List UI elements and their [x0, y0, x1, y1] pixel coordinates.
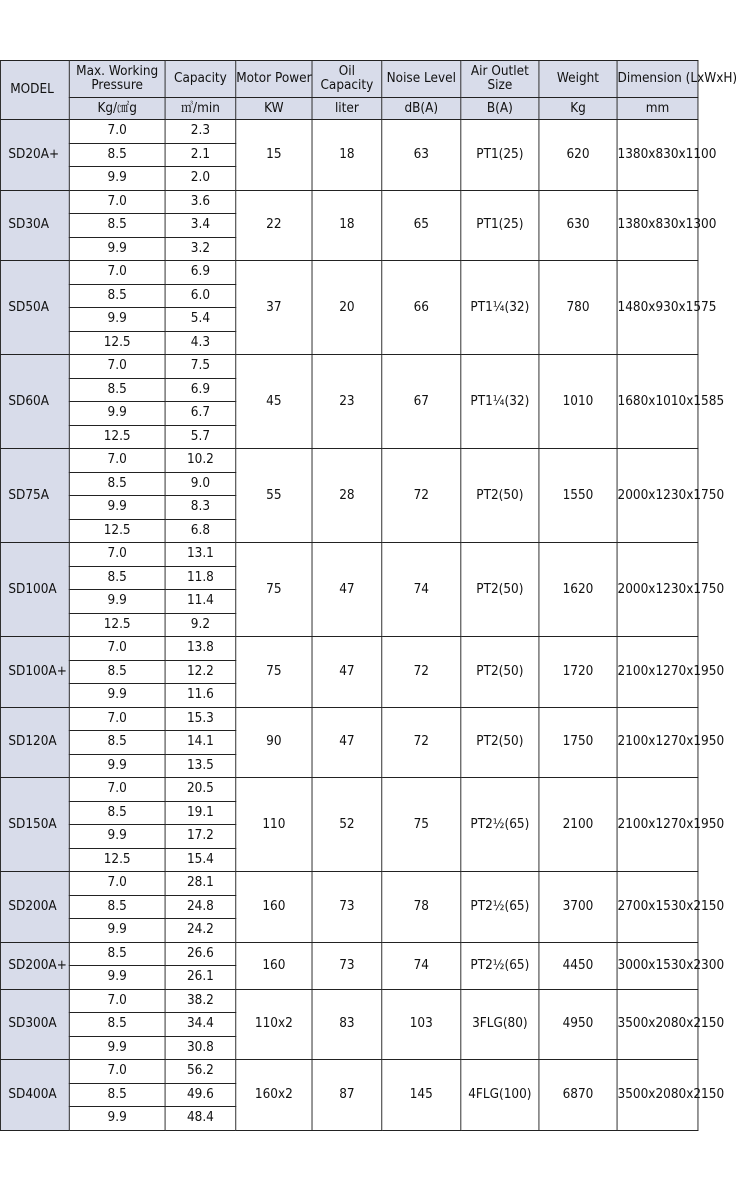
- header-capacity: Capacity: [165, 61, 236, 98]
- motor-power-cell: 160x2: [236, 1060, 312, 1131]
- capacity-cell: 11.4: [165, 590, 236, 614]
- oil-capacity-cell: 20: [312, 261, 382, 355]
- model-name: SD20A+: [0, 120, 69, 191]
- capacity-cell: 5.7: [165, 425, 236, 449]
- model-name: SD50A: [0, 261, 69, 355]
- table-row: [0, 637, 698, 661]
- air-outlet-cell: PT2½(65): [461, 872, 539, 943]
- model-name: SD100A: [0, 543, 69, 637]
- capacity-cell: 28.1: [165, 872, 236, 896]
- pressure-cell: 7.0: [69, 1060, 165, 1084]
- noise-level-cell: 72: [382, 637, 461, 708]
- weight-cell: 1010: [539, 355, 617, 449]
- oil-capacity-cell: 87: [312, 1060, 382, 1131]
- capacity-cell: 2.3: [165, 120, 236, 144]
- motor-power-cell: 160: [236, 872, 312, 943]
- air-outlet-cell: PT2(50): [461, 637, 539, 708]
- noise-level-cell: 75: [382, 778, 461, 872]
- weight-cell: 2100: [539, 778, 617, 872]
- weight-cell: 4950: [539, 989, 617, 1060]
- header-weight: Weight: [539, 61, 617, 98]
- pressure-cell: 9.9: [69, 167, 165, 191]
- unit-row: [0, 98, 698, 120]
- table-row: [0, 1060, 698, 1084]
- spec-table: [0, 60, 738, 1131]
- capacity-cell: 48.4: [165, 1107, 236, 1131]
- pressure-cell: 9.9: [69, 754, 165, 778]
- noise-level-cell: 74: [382, 543, 461, 637]
- pressure-cell: 9.9: [69, 1036, 165, 1060]
- header-noise-level: Noise Level: [382, 61, 461, 98]
- capacity-cell: 13.5: [165, 754, 236, 778]
- table-row: [0, 872, 698, 896]
- weight-cell: 630: [539, 190, 617, 261]
- unit-pressure: Kg/㎠g: [69, 98, 165, 120]
- air-outlet-cell: PT2(50): [461, 449, 539, 543]
- model-name: SD100A+: [0, 637, 69, 708]
- dimension-cell: 2100x1270x1950: [617, 707, 698, 778]
- air-outlet-cell: 3FLG(80): [461, 989, 539, 1060]
- oil-capacity-cell: 18: [312, 120, 382, 191]
- capacity-cell: 10.2: [165, 449, 236, 473]
- pressure-cell: 9.9: [69, 590, 165, 614]
- noise-level-cell: 74: [382, 942, 461, 989]
- capacity-cell: 15.3: [165, 707, 236, 731]
- dimension-cell: 2100x1270x1950: [617, 778, 698, 872]
- dimension-cell: 3500x2080x2150: [617, 1060, 698, 1131]
- capacity-cell: 26.1: [165, 966, 236, 990]
- noise-level-cell: 63: [382, 120, 461, 191]
- model-name: SD75A: [0, 449, 69, 543]
- pressure-cell: 9.9: [69, 825, 165, 849]
- motor-power-cell: 110: [236, 778, 312, 872]
- capacity-cell: 6.7: [165, 402, 236, 426]
- header-dimension: Dimension (LxWxH): [617, 61, 698, 98]
- pressure-cell: 8.5: [69, 660, 165, 684]
- pressure-cell: 7.0: [69, 543, 165, 567]
- oil-capacity-cell: 18: [312, 190, 382, 261]
- pressure-cell: 8.5: [69, 566, 165, 590]
- capacity-cell: 30.8: [165, 1036, 236, 1060]
- header-model: MODEL: [0, 61, 69, 120]
- capacity-cell: 3.2: [165, 237, 236, 261]
- model-name: SD200A: [0, 872, 69, 943]
- pressure-cell: 7.0: [69, 261, 165, 285]
- table-row: [0, 261, 698, 285]
- pressure-cell: 8.5: [69, 895, 165, 919]
- pressure-cell: 9.9: [69, 402, 165, 426]
- motor-power-cell: 110x2: [236, 989, 312, 1060]
- motor-power-cell: 55: [236, 449, 312, 543]
- motor-power-cell: 90: [236, 707, 312, 778]
- capacity-cell: 2.1: [165, 143, 236, 167]
- table-row: [0, 449, 698, 473]
- model-name: SD400A: [0, 1060, 69, 1131]
- pressure-cell: 8.5: [69, 731, 165, 755]
- capacity-cell: 6.0: [165, 284, 236, 308]
- model-name: SD30A: [0, 190, 69, 261]
- capacity-cell: 8.3: [165, 496, 236, 520]
- unit-dimension: mm: [617, 98, 698, 120]
- dimension-cell: 3000x1530x2300: [617, 942, 698, 989]
- pressure-cell: 9.9: [69, 308, 165, 332]
- motor-power-cell: 45: [236, 355, 312, 449]
- noise-level-cell: 72: [382, 449, 461, 543]
- dimension-cell: 3500x2080x2150: [617, 989, 698, 1060]
- pressure-cell: 9.9: [69, 237, 165, 261]
- pressure-cell: 12.5: [69, 425, 165, 449]
- model-name: SD300A: [0, 989, 69, 1060]
- capacity-cell: 7.5: [165, 355, 236, 379]
- dimension-cell: 1480x930x1575: [617, 261, 698, 355]
- pressure-cell: 9.9: [69, 966, 165, 990]
- motor-power-cell: 75: [236, 543, 312, 637]
- pressure-cell: 8.5: [69, 1083, 165, 1107]
- air-outlet-cell: PT1(25): [461, 120, 539, 191]
- pressure-cell: 7.0: [69, 872, 165, 896]
- dimension-cell: 1380x830x1100: [617, 120, 698, 191]
- pressure-cell: 9.9: [69, 1107, 165, 1131]
- oil-capacity-cell: 28: [312, 449, 382, 543]
- capacity-cell: 12.2: [165, 660, 236, 684]
- unit-oil-capacity: liter: [312, 98, 382, 120]
- pressure-cell: 8.5: [69, 214, 165, 238]
- noise-level-cell: 103: [382, 989, 461, 1060]
- pressure-cell: 8.5: [69, 378, 165, 402]
- pressure-cell: 7.0: [69, 120, 165, 144]
- model-name: SD150A: [0, 778, 69, 872]
- pressure-cell: 7.0: [69, 449, 165, 473]
- motor-power-cell: 75: [236, 637, 312, 708]
- capacity-cell: 26.6: [165, 942, 236, 966]
- table-row: [0, 355, 698, 379]
- capacity-cell: 24.8: [165, 895, 236, 919]
- weight-cell: 1550: [539, 449, 617, 543]
- air-outlet-cell: PT1¼(32): [461, 355, 539, 449]
- noise-level-cell: 72: [382, 707, 461, 778]
- motor-power-cell: 160: [236, 942, 312, 989]
- unit-noise-level: dB(A): [382, 98, 461, 120]
- oil-capacity-cell: 47: [312, 543, 382, 637]
- pressure-cell: 7.0: [69, 637, 165, 661]
- noise-level-cell: 66: [382, 261, 461, 355]
- capacity-cell: 3.4: [165, 214, 236, 238]
- pressure-cell: 12.5: [69, 848, 165, 872]
- pressure-cell: 12.5: [69, 331, 165, 355]
- header-row: [0, 61, 698, 98]
- capacity-cell: 49.6: [165, 1083, 236, 1107]
- unit-motor-power: KW: [236, 98, 312, 120]
- air-outlet-cell: PT2½(65): [461, 942, 539, 989]
- capacity-cell: 13.8: [165, 637, 236, 661]
- weight-cell: 780: [539, 261, 617, 355]
- header-oil-capacity: Oil Capacity: [312, 61, 382, 98]
- table-row: [0, 543, 698, 567]
- oil-capacity-cell: 47: [312, 707, 382, 778]
- table-row: [0, 942, 698, 966]
- weight-cell: 3700: [539, 872, 617, 943]
- pressure-cell: 7.0: [69, 355, 165, 379]
- pressure-cell: 7.0: [69, 778, 165, 802]
- pressure-cell: 9.9: [69, 496, 165, 520]
- header-pressure: Max. Working Pressure: [69, 61, 165, 98]
- dimension-cell: 2000x1230x1750: [617, 449, 698, 543]
- model-name: SD60A: [0, 355, 69, 449]
- oil-capacity-cell: 52: [312, 778, 382, 872]
- header-motor-power: Motor Power: [236, 61, 312, 98]
- oil-capacity-cell: 23: [312, 355, 382, 449]
- motor-power-cell: 22: [236, 190, 312, 261]
- air-outlet-cell: PT2(50): [461, 707, 539, 778]
- dimension-cell: 2000x1230x1750: [617, 543, 698, 637]
- pressure-cell: 7.0: [69, 190, 165, 214]
- pressure-cell: 7.0: [69, 989, 165, 1013]
- capacity-cell: 4.3: [165, 331, 236, 355]
- capacity-cell: 11.6: [165, 684, 236, 708]
- air-outlet-cell: PT2(50): [461, 543, 539, 637]
- weight-cell: 620: [539, 120, 617, 191]
- noise-level-cell: 145: [382, 1060, 461, 1131]
- model-name: SD200A+: [0, 942, 69, 989]
- noise-level-cell: 65: [382, 190, 461, 261]
- pressure-cell: 12.5: [69, 613, 165, 637]
- dimension-cell: 1680x1010x1585: [617, 355, 698, 449]
- capacity-cell: 15.4: [165, 848, 236, 872]
- unit-air-outlet: B(A): [461, 98, 539, 120]
- weight-cell: 1620: [539, 543, 617, 637]
- unit-capacity: ㎥/min: [165, 98, 236, 120]
- pressure-cell: 8.5: [69, 472, 165, 496]
- capacity-cell: 56.2: [165, 1060, 236, 1084]
- capacity-cell: 19.1: [165, 801, 236, 825]
- pressure-cell: 8.5: [69, 1013, 165, 1037]
- pressure-cell: 12.5: [69, 519, 165, 543]
- table-row: [0, 190, 698, 214]
- weight-cell: 6870: [539, 1060, 617, 1131]
- capacity-cell: 34.4: [165, 1013, 236, 1037]
- capacity-cell: 38.2: [165, 989, 236, 1013]
- capacity-cell: 11.8: [165, 566, 236, 590]
- noise-level-cell: 67: [382, 355, 461, 449]
- capacity-cell: 5.4: [165, 308, 236, 332]
- capacity-cell: 3.6: [165, 190, 236, 214]
- pressure-cell: 8.5: [69, 284, 165, 308]
- spec-table-body: [0, 120, 725, 1131]
- motor-power-cell: 15: [236, 120, 312, 191]
- oil-capacity-cell: 73: [312, 942, 382, 989]
- capacity-cell: 17.2: [165, 825, 236, 849]
- table-row: [0, 778, 698, 802]
- header-air-outlet: Air Outlet Size: [461, 61, 539, 98]
- table-row: [0, 989, 698, 1013]
- pressure-cell: 8.5: [69, 942, 165, 966]
- model-name: SD120A: [0, 707, 69, 778]
- table-row: [0, 707, 698, 731]
- pressure-cell: 9.9: [69, 919, 165, 943]
- oil-capacity-cell: 83: [312, 989, 382, 1060]
- capacity-cell: 13.1: [165, 543, 236, 567]
- pressure-cell: 8.5: [69, 801, 165, 825]
- oil-capacity-cell: 73: [312, 872, 382, 943]
- motor-power-cell: 37: [236, 261, 312, 355]
- capacity-cell: 24.2: [165, 919, 236, 943]
- capacity-cell: 6.9: [165, 378, 236, 402]
- oil-capacity-cell: 47: [312, 637, 382, 708]
- air-outlet-cell: 4FLG(100): [461, 1060, 539, 1131]
- capacity-cell: 2.0: [165, 167, 236, 191]
- weight-cell: 4450: [539, 942, 617, 989]
- weight-cell: 1720: [539, 637, 617, 708]
- capacity-cell: 14.1: [165, 731, 236, 755]
- unit-weight: Kg: [539, 98, 617, 120]
- dimension-cell: 2700x1530x2150: [617, 872, 698, 943]
- pressure-cell: 9.9: [69, 684, 165, 708]
- capacity-cell: 6.9: [165, 261, 236, 285]
- table-row: [0, 120, 698, 144]
- pressure-cell: 8.5: [69, 143, 165, 167]
- noise-level-cell: 78: [382, 872, 461, 943]
- weight-cell: 1750: [539, 707, 617, 778]
- pressure-cell: 7.0: [69, 707, 165, 731]
- capacity-cell: 6.8: [165, 519, 236, 543]
- capacity-cell: 20.5: [165, 778, 236, 802]
- air-outlet-cell: PT1¼(32): [461, 261, 539, 355]
- capacity-cell: 9.2: [165, 613, 236, 637]
- dimension-cell: 1380x830x1300: [617, 190, 698, 261]
- capacity-cell: 9.0: [165, 472, 236, 496]
- air-outlet-cell: PT1(25): [461, 190, 539, 261]
- air-outlet-cell: PT2½(65): [461, 778, 539, 872]
- dimension-cell: 2100x1270x1950: [617, 637, 698, 708]
